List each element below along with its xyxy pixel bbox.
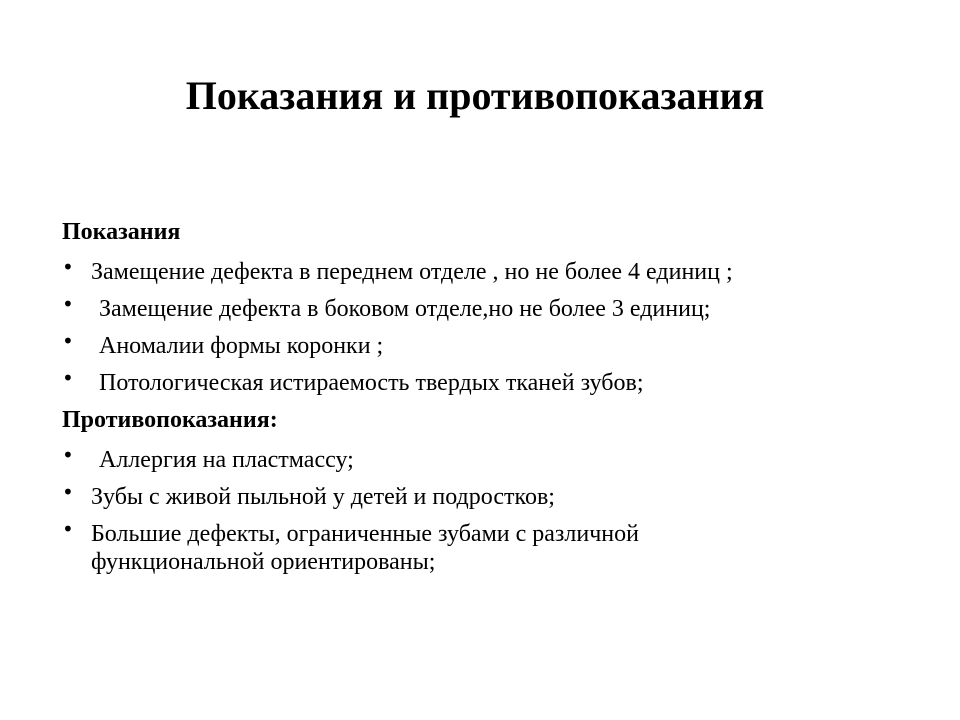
slide-title: Показания и противопоказания — [185, 73, 765, 118]
bullet-icon: • — [62, 480, 74, 504]
bullet-icon: • — [62, 443, 74, 467]
list-item — [62, 255, 932, 286]
indications-heading: Показания — [62, 219, 181, 245]
list-item — [62, 329, 932, 360]
contraindications-list — [62, 443, 932, 576]
list-item-text: Замещение дефекта в боковом отделе,но не более 3 единиц; — [99, 296, 711, 322]
bullet-icon: • — [62, 292, 74, 316]
list-item-text: Зубы с живой пыльной у детей и подростков; — [91, 484, 555, 510]
bullet-icon: • — [62, 366, 74, 390]
bullet-icon: • — [62, 329, 74, 353]
slide-body — [62, 215, 932, 576]
list-item — [62, 443, 932, 474]
list-item — [62, 517, 932, 576]
bullet-icon: • — [62, 255, 74, 279]
list-item-text: Аллергия на пластмассу; — [99, 447, 354, 473]
contraindications-heading: Противопоказания: — [62, 407, 278, 433]
list-item-text: Аномалии формы коронки ; — [99, 333, 384, 359]
bullet-icon: • — [62, 517, 74, 541]
list-item-text: Замещение дефекта в переднем отделе , но не более 4 единиц ; — [91, 259, 733, 285]
list-item — [62, 292, 932, 323]
list-item-text: Потологическая истираемость твердых тканей зубов; — [99, 370, 644, 396]
list-item — [62, 480, 932, 511]
list-item-text: Большие дефекты, ограниченные зубами с различной функциональной ориентированы; — [91, 521, 639, 575]
indications-list — [62, 255, 932, 397]
list-item — [62, 366, 932, 397]
